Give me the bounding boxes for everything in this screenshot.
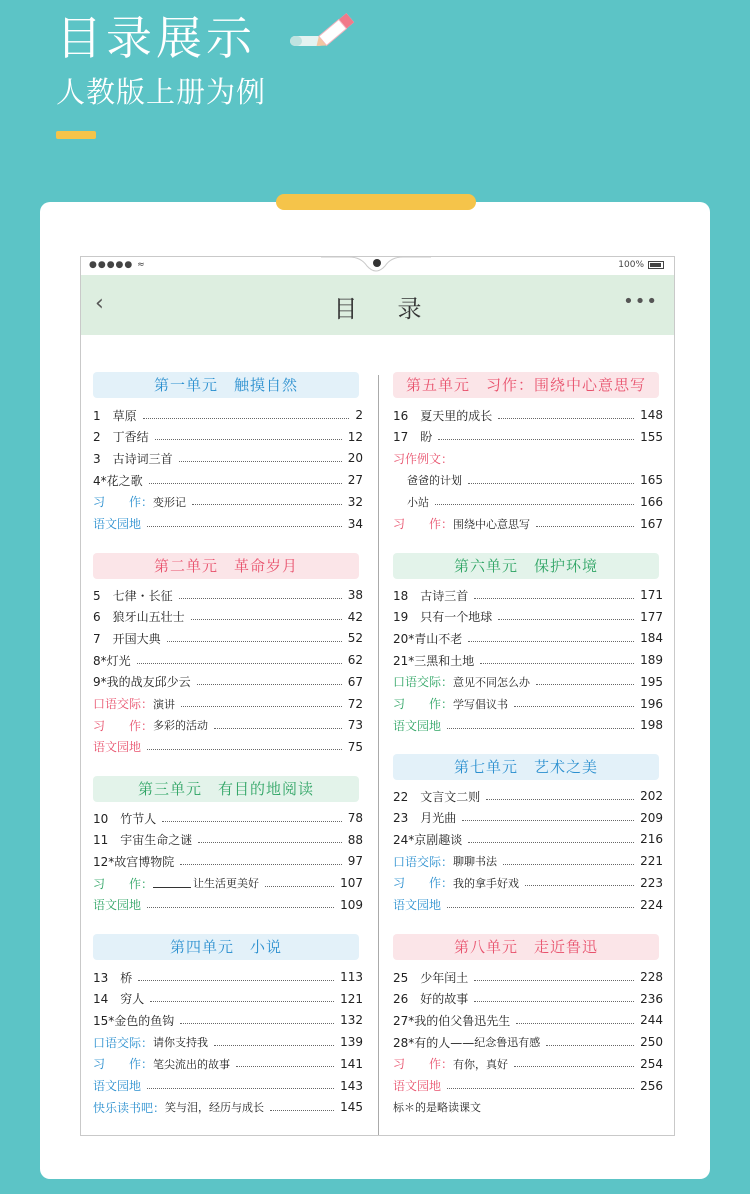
dot-leader — [474, 598, 634, 599]
page-number: 20 — [347, 451, 363, 466]
page-number: 2 — [355, 408, 363, 422]
page-number: 244 — [640, 1013, 663, 1028]
entry-sub-title: 笔尖流出的故事 — [153, 1057, 231, 1071]
toc-entry[interactable] — [393, 427, 663, 447]
entry-title: 23 月光曲 — [393, 811, 457, 826]
page-number: 202 — [640, 789, 663, 803]
page-number: 121 — [340, 991, 363, 1006]
battery-status — [618, 260, 664, 270]
entry-sub-title: 我的拿手好戏 — [453, 876, 520, 890]
entry-sub-title: 意见不同怎么办 — [453, 675, 531, 689]
hero-title: 目录展示 — [56, 11, 256, 65]
camera-dot — [373, 259, 381, 267]
entry-sub-title: 让生活更美好 — [193, 877, 260, 891]
toc-entry[interactable] — [93, 895, 363, 915]
entry-tag: 习 作： — [93, 1057, 154, 1072]
unit-heading: 第二单元 革命岁月 — [93, 553, 359, 579]
page-number: 224 — [640, 897, 663, 912]
toc-entry[interactable] — [93, 989, 363, 1009]
unit-heading: 第七单元 艺术之美 — [393, 754, 659, 780]
dot-leader — [474, 980, 634, 981]
dot-leader — [438, 439, 634, 440]
toc-entry[interactable] — [393, 873, 663, 893]
toc-entry[interactable] — [93, 650, 363, 670]
entry-tag: 习 作： — [93, 876, 154, 891]
dot-leader — [180, 864, 341, 865]
entry-title: 3 古诗词三首 — [93, 451, 173, 466]
unit-heading: 第五单元 习作：围绕中心意思写 — [393, 372, 659, 398]
dot-leader — [514, 1066, 634, 1067]
toc-entry[interactable] — [393, 1054, 663, 1074]
dot-leader — [435, 504, 634, 505]
entry-tag: 习 作： — [393, 697, 454, 711]
entry-sub-title: 小站 — [407, 495, 429, 509]
toc-entry[interactable] — [393, 448, 663, 468]
toc-entry[interactable] — [393, 585, 663, 605]
toc-entry[interactable] — [93, 514, 363, 534]
toc-entry[interactable] — [393, 851, 663, 871]
entry-tag: 习 作： — [93, 718, 154, 733]
entry-sub-title: 学写倡议书 — [453, 697, 509, 711]
dot-leader — [197, 684, 342, 685]
page-number: 34 — [347, 516, 363, 531]
page-number: 254 — [640, 1056, 663, 1071]
page-number: 228 — [640, 970, 663, 984]
entry-title: 28*有的人—— — [393, 1035, 475, 1050]
page-number: 236 — [640, 991, 663, 1006]
toc-entry[interactable] — [393, 470, 663, 490]
toc-entry[interactable] — [393, 808, 663, 828]
entry-title: 12*故宫博物院 — [93, 854, 175, 869]
page-number: 166 — [640, 494, 663, 509]
entry-title: 6 狼牙山五壮士 — [93, 610, 185, 625]
entry-title: 22 文言文二则 — [393, 789, 481, 804]
dot-leader — [147, 907, 334, 908]
entry-tag: 习 作： — [393, 517, 454, 531]
toc-entry[interactable] — [393, 895, 663, 915]
dot-leader — [498, 418, 634, 419]
page-title: 目录 — [333, 295, 462, 323]
page-number: 155 — [640, 429, 663, 444]
page-number: 73 — [347, 718, 363, 733]
page-number: 209 — [640, 810, 663, 825]
toc-entry[interactable] — [93, 851, 363, 871]
page-number: 171 — [640, 588, 663, 602]
toc-entry[interactable] — [393, 514, 663, 534]
device-frame — [80, 256, 675, 1136]
card-tab-pill — [276, 194, 476, 210]
toc-entry[interactable] — [93, 672, 363, 692]
dot-leader — [167, 641, 342, 642]
toc-entry[interactable] — [393, 989, 663, 1009]
entry-title: 8*灯光 — [93, 653, 131, 668]
entry-title: 10 竹节人 — [93, 811, 157, 826]
more-icon[interactable]: ••• — [623, 291, 658, 312]
dot-leader — [147, 526, 342, 527]
toc-entry[interactable] — [93, 492, 363, 512]
page-number: 250 — [640, 1035, 663, 1050]
toc-entry[interactable] — [93, 585, 363, 605]
toc-entry[interactable] — [93, 808, 363, 828]
page-number: 75 — [347, 739, 363, 754]
dot-leader — [270, 1110, 334, 1111]
entry-title: 2 丁香结 — [93, 430, 149, 445]
entry-title: 17 盼 — [393, 430, 433, 445]
entry-title: 25 少年闰土 — [393, 970, 469, 985]
nav-bar — [81, 275, 674, 335]
page-number: 184 — [640, 631, 663, 646]
battery-icon — [648, 261, 664, 269]
toc-entry[interactable] — [93, 873, 363, 893]
entry-sub-title: 请你支持我 — [153, 1036, 209, 1050]
page-number: 189 — [640, 653, 663, 668]
hero-accent-bar — [56, 131, 96, 139]
toc-entry[interactable] — [393, 715, 663, 735]
page-number: 38 — [347, 588, 363, 602]
dot-leader — [462, 820, 634, 821]
page-number: 145 — [340, 1100, 363, 1115]
unit-heading: 第四单元 小说 — [93, 934, 359, 960]
entry-title: 20*青山不老 — [393, 631, 463, 646]
dot-leader — [236, 1066, 334, 1067]
back-icon[interactable]: ‹ — [95, 291, 104, 316]
toc-entry[interactable] — [93, 1054, 363, 1074]
page-number: 167 — [640, 516, 663, 531]
page-number: 148 — [640, 408, 663, 422]
toc-entry[interactable] — [93, 1076, 363, 1096]
page-number: 72 — [347, 696, 363, 711]
page-number: 88 — [347, 832, 363, 847]
page-number: 143 — [340, 1078, 363, 1093]
dot-leader — [503, 864, 634, 865]
entry-title: 13 桥 — [93, 970, 133, 985]
toc-entry[interactable] — [393, 672, 663, 692]
dot-leader — [198, 842, 341, 843]
entry-tag: 语文园地 — [93, 740, 142, 755]
entry-title: 7 开国大典 — [93, 631, 161, 646]
toc-entry[interactable] — [393, 694, 663, 714]
page-number: 27 — [347, 473, 363, 488]
dot-leader — [447, 728, 634, 729]
dot-leader — [180, 1023, 334, 1024]
entry-title: 14 穷人 — [93, 992, 145, 1007]
toc-entry[interactable] — [93, 448, 363, 468]
page-number: 132 — [340, 1013, 363, 1028]
hero-subtitle: 人教版上册为例 — [56, 75, 267, 109]
dot-leader — [214, 1045, 334, 1046]
signal-icon: ●●●●● ≈ — [89, 260, 146, 270]
entry-sub-title: 演讲 — [153, 697, 176, 711]
dot-leader — [143, 418, 350, 419]
entry-sub-title: 笑与泪，经历与成长 — [165, 1101, 265, 1115]
toc-entry[interactable] — [393, 607, 663, 627]
page-number: 141 — [340, 1056, 363, 1071]
page-number: 109 — [340, 897, 363, 912]
toc-entry[interactable] — [393, 1010, 663, 1030]
dot-leader — [468, 483, 634, 484]
dot-leader — [179, 461, 342, 462]
entry-tag: 习 作： — [393, 1057, 454, 1072]
toc-entry[interactable] — [393, 1032, 663, 1052]
page-number: 256 — [640, 1078, 663, 1093]
dot-leader — [447, 907, 634, 908]
toc-entry[interactable] — [93, 470, 363, 490]
dot-leader — [150, 1001, 334, 1002]
dot-leader — [179, 598, 342, 599]
entry-tag: 习作例文： — [393, 451, 454, 466]
toc-entry[interactable] — [393, 492, 663, 512]
page-number: 32 — [347, 494, 363, 509]
entry-tag: 口语交际： — [393, 854, 454, 869]
dot-leader — [514, 706, 634, 707]
dot-leader — [147, 749, 342, 750]
entry-sub-title: 有你，真好 — [453, 1057, 509, 1071]
page-number: 198 — [640, 718, 663, 733]
toc-entry[interactable] — [93, 1032, 363, 1052]
column-divider — [378, 375, 379, 1135]
page-number: 12 — [347, 429, 363, 444]
toc-entry[interactable] — [393, 628, 663, 648]
page-number: 195 — [640, 674, 663, 689]
unit-heading: 第六单元 保护环境 — [393, 553, 659, 579]
toc-entry[interactable] — [393, 650, 663, 670]
toc-entry[interactable] — [93, 694, 363, 714]
entry-title: 24*京剧趣谈 — [393, 832, 463, 847]
toc-entry[interactable] — [93, 628, 363, 648]
page-number: 97 — [347, 854, 363, 869]
dot-leader — [181, 706, 342, 707]
dot-leader — [480, 663, 634, 664]
entry-sub-title: 纪念鲁迅有感 — [474, 1036, 541, 1050]
page-number: 165 — [640, 473, 663, 488]
entry-tag: 口语交际： — [393, 675, 454, 690]
page-number: 42 — [347, 609, 363, 624]
dot-leader — [536, 684, 634, 685]
entry-tag: 语文园地 — [93, 517, 142, 531]
entry-sub-title: 聊聊书法 — [453, 855, 498, 869]
entry-title: 5 七律・长征 — [93, 588, 173, 603]
dot-leader — [546, 1045, 634, 1046]
page-number: 139 — [340, 1035, 363, 1050]
entry-title: 21*三黑和土地 — [393, 653, 475, 668]
entry-tag: 语文园地 — [393, 718, 442, 733]
entry-tag: 语文园地 — [93, 898, 142, 913]
entry-sub-title: 围绕中心意思写 — [453, 517, 531, 531]
entry-tag: 语文园地 — [93, 1079, 142, 1093]
page-number: 107 — [340, 876, 363, 891]
dot-leader — [447, 1088, 634, 1089]
entry-title: 27*我的伯父鲁迅先生 — [393, 1013, 511, 1028]
dot-leader — [214, 728, 342, 729]
unit-heading: 第一单元 触摸自然 — [93, 372, 359, 398]
dot-leader — [486, 799, 634, 800]
dot-leader — [468, 842, 634, 843]
entry-title: 26 好的故事 — [393, 992, 469, 1007]
page-number: 216 — [640, 832, 663, 847]
dot-leader — [536, 526, 634, 527]
dot-leader — [525, 885, 634, 886]
toc-entry[interactable] — [393, 405, 663, 425]
page-number: 52 — [347, 631, 363, 646]
toc-entry[interactable] — [93, 1097, 363, 1117]
entry-title: 11 宇宙生命之谜 — [93, 833, 193, 848]
fill-in-blank — [153, 878, 191, 888]
entry-title: 18 古诗三首 — [393, 588, 469, 603]
dot-leader — [474, 1001, 634, 1002]
toc-entry[interactable] — [93, 830, 363, 850]
unit-heading: 第三单元 有目的地阅读 — [93, 776, 359, 802]
entry-sub-title: 爸爸的计划 — [407, 474, 462, 488]
entry-tag: 语文园地 — [393, 898, 442, 912]
unit-heading: 第八单元 走近鲁迅 — [393, 934, 659, 960]
entry-title: 9*我的战友邱少云 — [93, 675, 191, 690]
page-number: 62 — [347, 653, 363, 668]
entry-tag: 口语交际： — [93, 1035, 154, 1050]
entry-title: 15*金色的鱼钩 — [93, 1013, 175, 1028]
toc-entry[interactable] — [393, 1076, 663, 1096]
toc-entry[interactable] — [393, 829, 663, 849]
entry-tag: 语文园地 — [393, 1079, 442, 1093]
page-number: 196 — [640, 696, 663, 711]
entry-tag: 习 作： — [93, 495, 154, 510]
entry-tag: 口语交际： — [93, 697, 154, 711]
legend-note: 标＊的是略读课文 — [393, 1101, 481, 1115]
dot-leader — [137, 663, 342, 664]
dot-leader — [468, 641, 634, 642]
dot-leader — [265, 886, 334, 887]
toc-entry[interactable] — [93, 405, 363, 425]
dot-leader — [516, 1023, 634, 1024]
status-bar — [81, 257, 674, 275]
page-number: 221 — [640, 854, 663, 869]
page-number: 177 — [640, 609, 663, 624]
page-number: 78 — [347, 811, 363, 825]
toc-entry[interactable] — [93, 607, 363, 627]
dot-leader — [191, 619, 342, 620]
entry-tag: 习 作： — [393, 876, 454, 891]
dot-leader — [147, 1088, 334, 1089]
toc-entry[interactable] — [93, 967, 363, 987]
entry-title: 4*花之歌 — [93, 473, 143, 488]
entry-title: 19 只有一个地球 — [393, 610, 493, 625]
toc-entry[interactable] — [93, 737, 363, 757]
entry-sub-title: 变形记 — [153, 495, 187, 509]
entry-title: 1 草原 — [93, 408, 137, 423]
page-number: 223 — [640, 875, 663, 890]
entry-title: 16 夏天里的成长 — [393, 408, 493, 423]
pencil-eraser-icon — [290, 6, 360, 50]
dot-leader — [155, 439, 342, 440]
entry-sub-title: 多彩的活动 — [153, 719, 209, 733]
dot-leader — [162, 821, 341, 822]
battery-label: 100% — [618, 260, 644, 270]
dot-leader — [149, 483, 342, 484]
entry-tag: 快乐读书吧： — [93, 1100, 166, 1115]
page-number: 113 — [340, 970, 363, 984]
dot-leader — [498, 619, 634, 620]
dot-leader — [192, 504, 342, 505]
toc-entry[interactable] — [93, 1010, 363, 1030]
toc-entry[interactable] — [393, 786, 663, 806]
toc-entry[interactable] — [93, 427, 363, 447]
toc-entry[interactable] — [93, 715, 363, 735]
dot-leader — [138, 980, 334, 981]
toc-entry[interactable] — [393, 967, 663, 987]
page-number: 67 — [347, 674, 363, 689]
